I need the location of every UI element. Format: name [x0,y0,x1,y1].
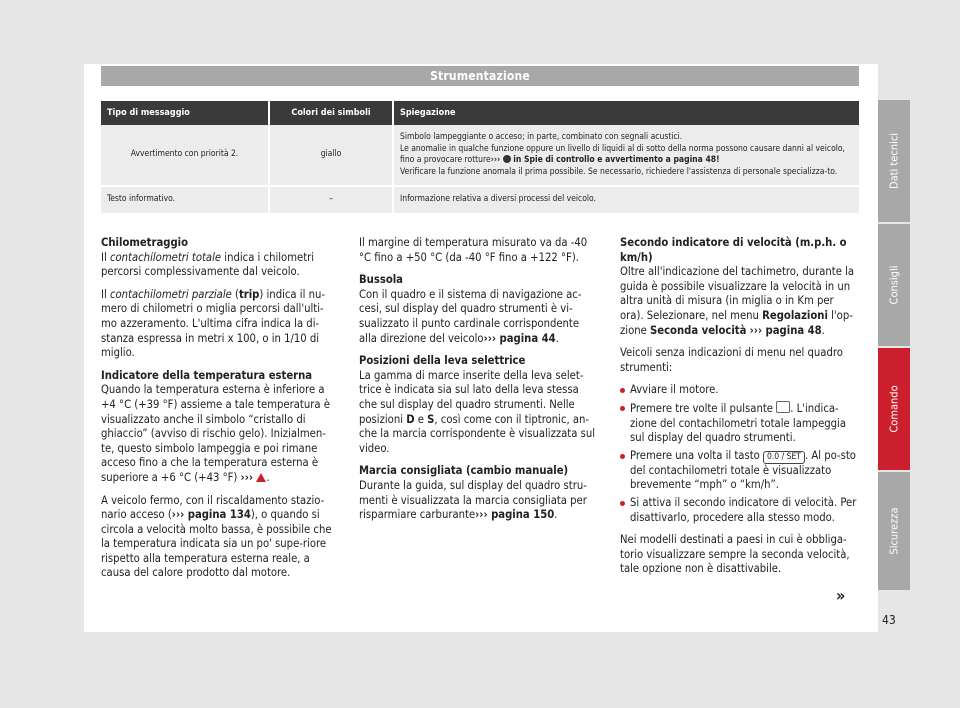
table-cell: – [269,186,393,213]
tab-consigli[interactable]: Consigli [878,224,910,346]
page-link[interactable]: ››› pagina 134 [171,508,251,522]
heading-marcia: Marcia consigliata (cambio manuale) [359,464,569,478]
paragraph: Il margine di temperatura misurato va da -40 °C fino a +50 °C (da -40 °F fino a +122 °F). [359,236,588,264]
trip-button-icon [776,401,790,413]
table-header: Tipo di messaggio [101,101,269,125]
list-item: Premere una volta il tasto 0.0 / SET . Al po-sto del contachilometri totale è visualizzato brevemente “mph” o “km/h”. [620,449,860,493]
paragraph: Oltre all'indicazione del tachimetro, durante la guida è possibile visualizzare la velocità in un altra unità di misura (in miglia o in Km per ora). Selezionare, nel menu Regolazioni l'op-zione Seconda velocità ››› pagina 48. [620,265,855,337]
continue-arrow-icon: » [836,586,846,605]
text-column-2 [359,236,599,531]
heading-temperatura: Indicatore della temperatura esterna [101,368,313,382]
paragraph: La gamma di marce inserite della leva selet-trice è indicata sia sul lato della leva stessa che sul display del quadro strumenti. Nelle posizioni D e S, così come con il tiptronic, an-che la marcia corrispondente è visualizzata sul video. [359,368,596,455]
paragraph: A veicolo fermo, con il riscaldamento stazio-nario acceso (››› pagina 134), o quando si circola a velocità molto bassa, è possibile che la temperatura indicata sia un po' supe-riore rispetto alla temperatura esterna reale, a causa del calore prodotto dal motore. [101,493,332,580]
text-column-1 [101,236,339,589]
page-number: 43 [882,613,896,627]
tab-sicurezza[interactable]: Sicurezza [878,472,910,590]
list-item: Avviare il motore. [620,383,860,398]
warning-triangle-icon [256,473,266,482]
table-header: Colori dei simboli [269,101,393,125]
table-cell [393,125,859,186]
table-cell: giallo [269,125,393,186]
paragraph: Il contachilometri parziale (trip) indica il nu-mero di chilometri o miglia percorsi dall'ulti-mo azzeramento. L'ultima cifra indica la di-stanza espressa in metri x 100, o in 1/10 di miglio. [101,287,325,360]
list-item: Premere tre volte il pulsante . L'indica-zione del contachilometri totale lampeggia sul display del quadro strumenti. [620,401,860,446]
tab-dati-tecnici[interactable]: Dati tecnici [878,100,910,222]
table-cell: Avvertimento con priorità 2. [101,125,269,186]
text-column-3 [620,236,860,585]
list-item: Si attiva il secondo indicatore di velocità. Per disattivarlo, procedere alla stesso modo. [620,496,860,525]
heading-bussola: Bussola [359,273,403,287]
section-header: Strumentazione [101,66,859,86]
cross-ref[interactable]: ››› [240,470,253,484]
table-header: Spiegazione [393,101,859,125]
heading-secondo-indicatore: Secondo indicatore di velocità (m.p.h. o km/h) [620,236,847,264]
explain-text: Verificare la funzione anomala il prima possibile. Se necessario, richiedere l'assistenza di personale specializza-to. [400,166,838,177]
page-link[interactable]: ››› pagina 48 [749,323,822,337]
heading-chilometraggio: Chilometraggio [101,236,189,249]
table-row [101,125,859,186]
tab-comando[interactable]: Comando [878,348,910,470]
warning-icon [503,155,511,163]
table-cell: Testo informativo. [101,186,269,213]
heading-leva: Posizioni della leva selettrice [359,354,526,368]
page-link[interactable]: ››› pagina 44 [483,331,556,345]
paragraph: Veicoli senza indicazioni di menu nel quadro strumenti: [620,346,843,374]
table-header-row [101,101,859,125]
paragraph: Con il quadro e il sistema di navigazione ac-cesi, sul display del quadro strumenti è vi-sualizzato il punto cardinale corrispondente alla direzione del veicolo››› pagina 44. [359,287,582,345]
message-table [101,101,859,213]
explain-text: Simbolo lampeggiante o acceso; in parte, combinato con segnali acustici. [400,132,683,142]
page-link[interactable]: ››› pagina 150 [475,508,555,522]
paragraph: Quando la temperatura esterna è inferiore a +4 °C (+39 °F) assieme a tale temperatura è visualizzato anche il simbolo “cristallo di ghiaccio” (avviso di rischio gelo). Inizialmen-te, questo simbolo lampeggia e poi rimane acceso fino a che la temperatura esterna è superiore a +6 °C (+43 °F) ››› . [101,383,330,484]
paragraph: Durante la guida, sul display del quadro stru-menti è visualizzata la marcia consigliata per risparmiare carburante››› pagina 150. [359,478,587,522]
cross-ref[interactable]: ››› [490,155,501,165]
paragraph: Il contachilometri totale indica i chilometri percorsi complessivamente dal veicolo. [101,250,315,279]
cross-ref-text[interactable]: in Spie di controllo e avvertimento a pagina 48! [510,155,720,165]
set-key: 0.0 / SET [763,451,805,464]
explain-text: Le anomalie in qualche funzione oppure un livello di liquidi al di sotto della norma possono causare danni al veicolo, fino a provocare rotture [400,143,845,165]
paragraph: Nei modelli destinati a paesi in cui è obbliga-torio visualizzare sempre la seconda velocità, tale opzione non è disattivabile. [620,533,850,576]
table-row [101,186,859,213]
table-cell: Informazione relativa a diversi processi del veicolo. [393,186,859,213]
